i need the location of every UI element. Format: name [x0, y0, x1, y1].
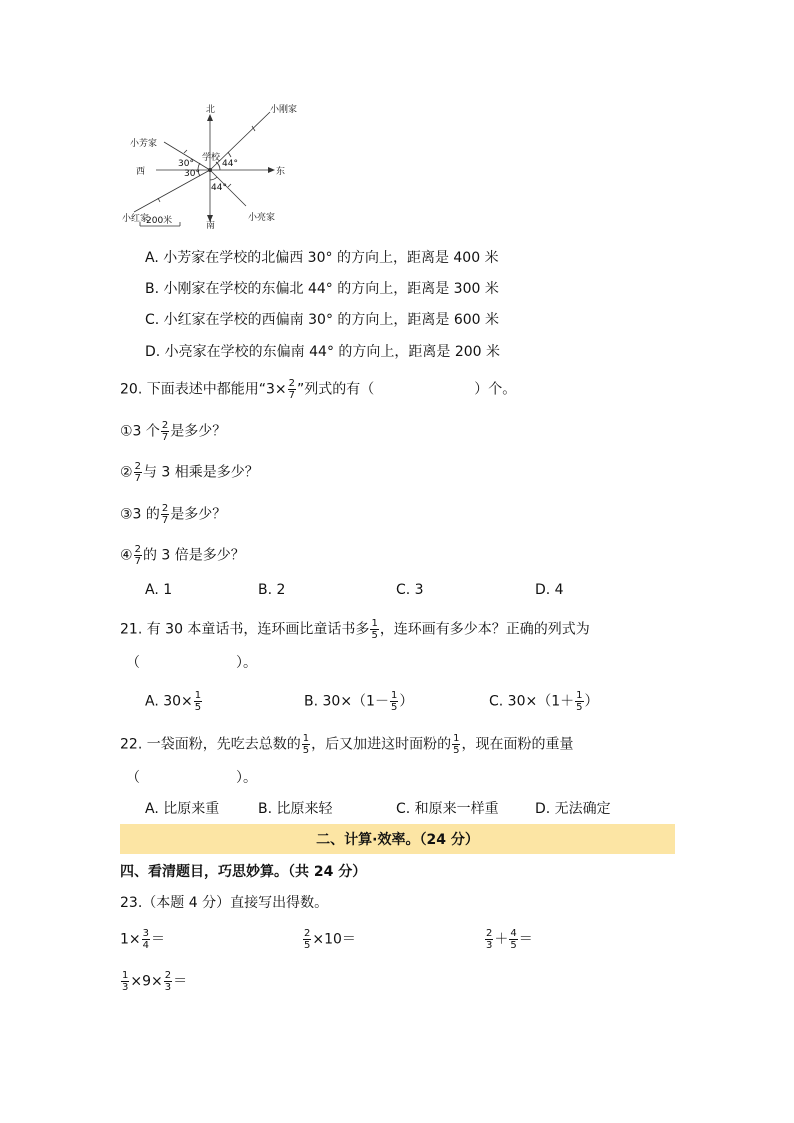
- frac-den: 7: [134, 473, 141, 484]
- frac-den: 5: [304, 940, 311, 951]
- q19-option-a: A. 小芳家在学校的北偏西 30° 的方向上，距离是 400 米: [145, 250, 499, 266]
- frac-den: 5: [194, 702, 202, 713]
- q22-blank-open: （: [126, 770, 140, 786]
- q23-expr-4: [120, 970, 187, 993]
- q22-option-d: D. 无法确定: [535, 801, 611, 817]
- label-xiaofang: 小芳家: [130, 139, 158, 149]
- q20-stem-b: ”列式的有（: [296, 381, 375, 398]
- q20-item-1-b: 是多少？: [170, 423, 227, 440]
- q21-blank-open: （: [126, 655, 140, 671]
- q22-fraction-1: [302, 733, 310, 756]
- q21-stem: [120, 618, 590, 641]
- q20-option-a: A. 1: [145, 582, 173, 598]
- frac-num: 2: [161, 503, 169, 514]
- section-2-banner: [120, 824, 675, 854]
- section-2-title: 二、计算·效率。（24 分）: [316, 832, 479, 848]
- q21-option-a-fraction: [194, 690, 202, 713]
- label-xiaohong: 小红家: [122, 214, 150, 224]
- label-west: 西: [136, 167, 146, 177]
- expr-1-fraction: [142, 928, 150, 951]
- expr-3-b: ＝: [518, 931, 533, 948]
- frac-num: 2: [134, 461, 141, 472]
- frac-den: 5: [302, 745, 310, 756]
- frac-num: 1: [576, 690, 583, 701]
- q21-option-b: [304, 690, 413, 713]
- q21-blank: [126, 653, 257, 673]
- q21-option-c-close: ）: [584, 693, 599, 710]
- frac-den: 3: [122, 982, 129, 993]
- q20-item-1: [120, 420, 226, 443]
- q21-option-b-close: ）: [399, 693, 414, 710]
- q20-frac-num: 2: [288, 378, 295, 389]
- q22-stem-c: ，现在面粉的重量: [461, 736, 574, 753]
- q20-item-2: [120, 461, 259, 484]
- frac-num: 2: [486, 928, 493, 939]
- q19-option-c: C. 小红家在学校的西偏南 30° 的方向上，距离是 600 米: [145, 312, 500, 328]
- q22-stem-a: 22. 一袋面粉，先吃去总数的: [120, 736, 301, 753]
- label-school: 学校: [202, 153, 221, 163]
- q21-option-c-fraction: [575, 690, 583, 713]
- q22-stem: [120, 733, 573, 756]
- frac-num: 2: [304, 928, 311, 939]
- frac-den: 5: [576, 702, 583, 713]
- frac-num: 1: [371, 618, 378, 629]
- label-south: 南: [206, 221, 216, 231]
- q20-item-3: [120, 503, 226, 526]
- expr-4-fraction-1: [121, 970, 129, 993]
- frac-num: 3: [142, 928, 150, 939]
- q21-stem-b: ，连环画有多少本？正确的列式为: [379, 621, 590, 638]
- frac-den: 4: [142, 940, 150, 951]
- q20-item-2-fraction: [134, 461, 142, 484]
- q20-item-2-b: 与 3 相乘是多少？: [142, 464, 259, 481]
- q22-stem-b: ，后又加进这时面粉的: [311, 736, 452, 753]
- label-xiaoliang: 小亮家: [248, 213, 276, 223]
- q21-option-c-text: C. 30×（1＋: [489, 693, 575, 710]
- q21-blank-close: ）。: [236, 655, 257, 671]
- q20-frac-den: 7: [288, 390, 295, 401]
- angle-44-bottom: 44°: [211, 183, 227, 193]
- frac-num: 1: [453, 733, 460, 744]
- expr-3-fraction-1: [485, 928, 493, 951]
- frac-num: 2: [134, 544, 141, 555]
- q20-item-1-a: ①3 个: [120, 423, 160, 440]
- frac-den: 3: [164, 982, 172, 993]
- q20-stem-a: 20. 下面表述中都能用“3×: [120, 381, 287, 398]
- angle-30-top: 30°: [178, 159, 194, 169]
- frac-den: 5: [390, 702, 398, 713]
- direction-diagram: [118, 100, 298, 231]
- q23-expr-2: [302, 928, 356, 951]
- frac-den: 5: [510, 940, 517, 951]
- q23-stem: 23.（本题 4 分）直接写出得数。: [120, 895, 329, 911]
- q20-stem: [120, 378, 516, 401]
- label-east: 东: [276, 167, 286, 177]
- q21-stem-a: 21. 有 30 本童话书，连环画比童话书多: [120, 621, 370, 638]
- q20-option-c: C. 3: [396, 582, 424, 598]
- q19-option-b: B. 小刚家在学校的东偏北 44° 的方向上，距离是 300 米: [145, 281, 499, 297]
- q20-item-4-b: 的 3 倍是多少？: [142, 547, 245, 564]
- q22-fraction-2: [452, 733, 460, 756]
- frac-num: 2: [161, 420, 169, 431]
- q19-option-d: D. 小亮家在学校的东偏南 44° 的方向上，距离是 200 米: [145, 344, 501, 360]
- q21-option-a-text: A. 30×: [145, 693, 193, 710]
- q22-option-c: C. 和原来一样重: [396, 801, 499, 817]
- expr-3-plus: ＋: [494, 931, 509, 948]
- q20-fraction: [288, 378, 296, 401]
- frac-den: 5: [371, 630, 378, 641]
- expr-2-fraction: [303, 928, 311, 951]
- frac-num: 1: [302, 733, 310, 744]
- q20-item-4: [120, 544, 245, 567]
- q20-item-3-b: 是多少？: [170, 506, 227, 523]
- q20-item-4-fraction: [134, 544, 142, 567]
- q20-item-3-fraction: [161, 503, 169, 526]
- frac-num: 2: [164, 970, 172, 981]
- scale-label: 200米: [146, 216, 173, 226]
- label-xiaogang: 小刚家: [270, 105, 298, 115]
- q20-item-4-a: ④: [120, 547, 133, 564]
- frac-den: 7: [161, 432, 169, 443]
- q21-option-b-fraction: [390, 690, 398, 713]
- frac-den: 5: [453, 745, 460, 756]
- expr-1-a: 1×: [120, 931, 141, 948]
- q20-option-d: D. 4: [535, 582, 564, 598]
- label-north: 北: [206, 105, 216, 115]
- q20-item-1-fraction: [161, 420, 169, 443]
- q20-option-b: B. 2: [258, 582, 286, 598]
- part-4-title: 四、看清题目，巧思妙算。（共 24 分）: [120, 864, 367, 880]
- expr-4-fraction-2: [164, 970, 172, 993]
- q22-option-b: B. 比原来轻: [258, 801, 333, 817]
- q20-stem-c: ）个。: [474, 381, 517, 398]
- q22-option-a: A. 比原来重: [145, 801, 220, 817]
- frac-num: 1: [194, 690, 202, 701]
- expr-3-fraction-2: [509, 928, 517, 951]
- expr-4-mid: ×9×: [130, 973, 163, 990]
- expr-2-b: ×10＝: [312, 931, 356, 948]
- q21-option-c: [489, 690, 599, 713]
- frac-num: 1: [122, 970, 129, 981]
- q23-expr-3: [484, 928, 533, 951]
- q23-expr-1: [120, 928, 165, 951]
- q21-fraction: [370, 618, 378, 641]
- q21-option-b-text: B. 30×（1－: [304, 693, 389, 710]
- frac-num: 4: [510, 928, 517, 939]
- q21-option-a: [145, 690, 203, 713]
- q20-item-2-a: ②: [120, 464, 133, 481]
- angle-30-bottom: 30°: [184, 169, 200, 179]
- q22-blank-close: ）。: [236, 770, 257, 786]
- frac-den: 7: [161, 515, 169, 526]
- frac-den: 7: [134, 556, 141, 567]
- q20-item-3-a: ③3 的: [120, 506, 160, 523]
- angle-44-top: 44°: [222, 159, 238, 169]
- q22-blank: [126, 768, 257, 788]
- frac-den: 3: [486, 940, 493, 951]
- expr-1-b: ＝: [151, 931, 166, 948]
- frac-num: 1: [390, 690, 398, 701]
- expr-4-b: ＝: [173, 973, 188, 990]
